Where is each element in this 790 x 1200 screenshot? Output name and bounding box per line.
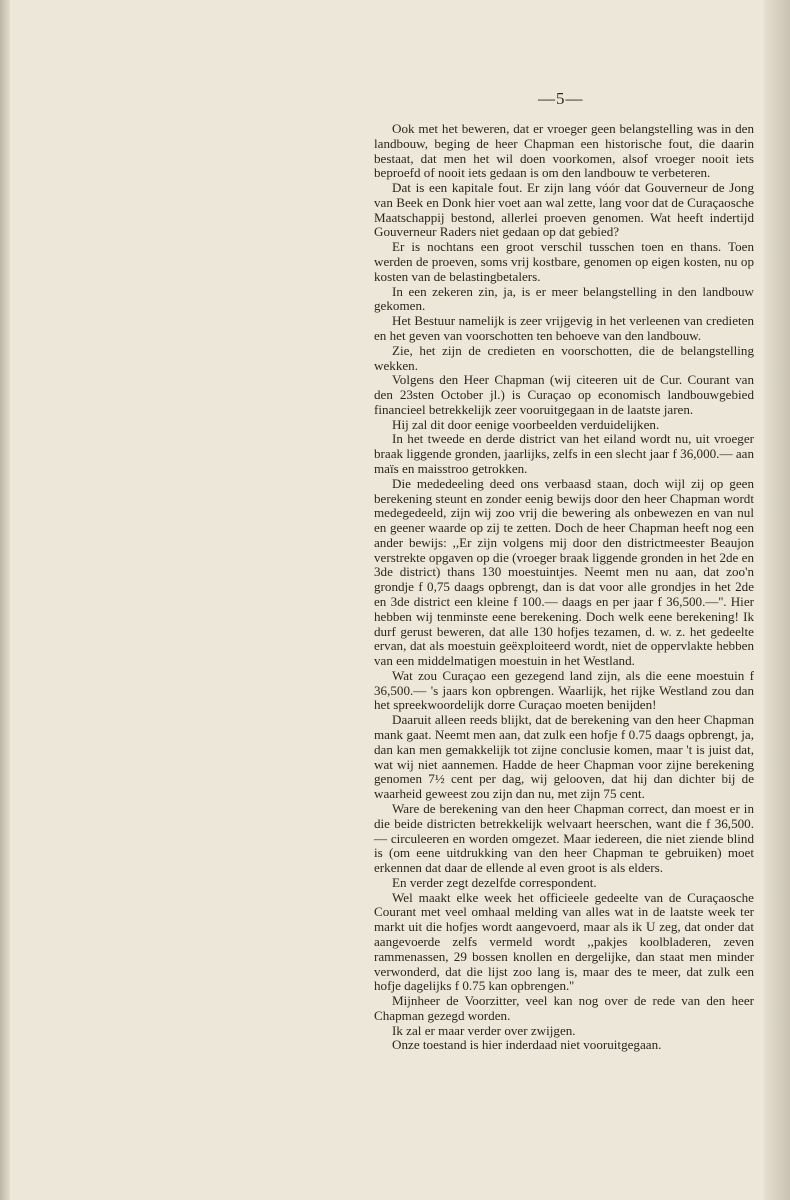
- paragraph: Hij zal dit door eenige voorbeelden verduidelijken.: [392, 416, 660, 432]
- page-left-edge: [0, 0, 10, 1200]
- paragraph: In een zekeren zin, ja, is er meer belangstelling in den landbouw gekomen.: [374, 283, 754, 314]
- paragraph: Mijnheer de Voorzitter, veel kan nog over de rede van den heer Chapman gezegd worden.: [374, 993, 754, 1023]
- paragraph: Onze toestand is hier inderdaad niet vooruitgegaan.: [392, 1037, 662, 1053]
- paragraph: Die mededeeling deed ons verbaasd staan, doch wijl zij op geen berekening steunt en zonder eenig bewijs door den heer Chapman wordt medegedeeld, zijn wij zoo vrij die bewering als onbewezen en van nul en geener waarde op zij te zetten. Doch de heer Chapman heeft nog een ander bewijs: ,,Er zijn volgens mij door den districtmeester Beaujon verstrekte opgaven op die (vroeger braak liggende gronden in het 2de en 3de district) thans 130 moestuintjes. Neemt men nu aan, dat zoo'n grondje f 0,75 daags opbrengt, dan is dat voor alle grondjes in het 2de en 3de district een kleine f 100.— daags en per jaar f 36,500.—''. Hier hebben wij tenminste eene berekening. Doch welk eene berekening! Ik durf gerust beweren, dat alle 130 hofjes tezamen, d. w. z. het gedeelte ervan, dat als moestuin geëxploiteerd wordt, niet de oppervlakte hebben van een middelmatigen moestuin in het Westland.: [374, 475, 754, 669]
- paragraph: In het tweede en derde district van het eiland wordt nu, uit vroeger braak liggende gronden, jaarlijks, zelfs in een slecht jaar f 36,000.— aan maïs en maisstroo getrokken.: [374, 431, 754, 476]
- paragraph: Ik zal er maar verder over zwijgen.: [392, 1022, 576, 1038]
- paragraph: Wel maakt elke week het officieele gedeelte van de Curaçaosche Courant met veel omhaal melding van alles wat in de laatste week ter markt uit die hofjes wordt aangevoerd, maar als ik U zeg, dat onder dat aangevoerde zelfs vermeld wordt ,,pakjes koolbladeren, zeven rammenassen, 29 bossen knollen en dergelijke, dan staat men minder verwonderd, dat die lijst zoo lang is, maar des te meer, dat zulk een hofje dagelijks f 0.75 kan opbrengen.'': [374, 889, 754, 994]
- paragraph: Daaruit alleen reeds blijkt, dat de berekening van den heer Chapman mank gaat. Neemt men aan, dat zulk een hofje f 0.75 daags opbrengt, ja, dan kan men gemakkelijk tot zijne conclusie komen, maar 't is juist dat, wat wij niet aannemen. Hadde de heer Chapman voor zijne berekening genomen 7½ cent per dag, wij gelooven, dat hij dan dichter bij de waarheid geweest zou zijn dan nu, met zijn 75 cent.: [374, 712, 754, 802]
- paragraph: En verder zegt dezelfde correspondent.: [392, 874, 597, 890]
- paragraph: Volgens den Heer Chapman (wij citeeren uit de Cur. Courant van den 23sten October jl.) is Curaçao op economisch landbouwgebied financieel betrekkelijk zeer vooruitgegaan in de laatste jaren.: [374, 372, 754, 417]
- paragraph: Dat is een kapitale fout. Er zijn lang vóór dat Gouverneur de Jong van Beek en Donk hier voet aan wal zette, lang voor dat de Curaçaosche Maatschappij bestond, allerlei proeven genomen. Wat heeft indertijd Gouverneur Raders niet gedaan op dat gebied?: [374, 180, 754, 240]
- paragraph: Er is nochtans een groot verschil tusschen toen en thans. Toen werden de proeven, soms vrij kostbare, genomen op eigen kosten, nu op kosten van de belastingbetalers.: [374, 239, 754, 284]
- paragraph: Wat zou Curaçao een gezegend land zijn, als die eene moestuin f 36,500.— 's jaars kon opbrengen. Waarlijk, het rijke Westland zou dan het spreekwoordelijk dorre Curaçao moeten benijden!: [374, 667, 754, 713]
- paragraph: Ware de berekening van den heer Chapman correct, dan moest er in die beide districten betrekkelijk welvaart heerschen, want die f 36,500.— circuleeren en worden omgezet. Maar iedereen, die niet ziende blind is (om eene uitdrukking van den heer Chapman te gebruiken) moet erkennen dat daar de ellende al even groot is als elders.: [374, 800, 754, 876]
- body-text: [374, 122, 754, 1053]
- paragraph: Zie, het zijn de credieten en voorschotten, die de belangstelling wekken.: [374, 342, 754, 373]
- page-number: —5—: [538, 89, 584, 108]
- page-right-edge: [764, 0, 790, 1200]
- paragraph: Ook met het beweren, dat er vroeger geen belangstelling was in den landbouw, beging de heer Chapman een historische fout, die daarin bestaat, dat men het wil doen voorkomen, alsof vroeger nooit iets beproefd of nooit iets gedaan is om den landbouw te verbeteren.: [374, 121, 754, 181]
- paragraph: Het Bestuur namelijk is zeer vrijgevig in het verleenen van credieten en het geven van voorschotten ten behoeve van den landbouw.: [374, 313, 754, 343]
